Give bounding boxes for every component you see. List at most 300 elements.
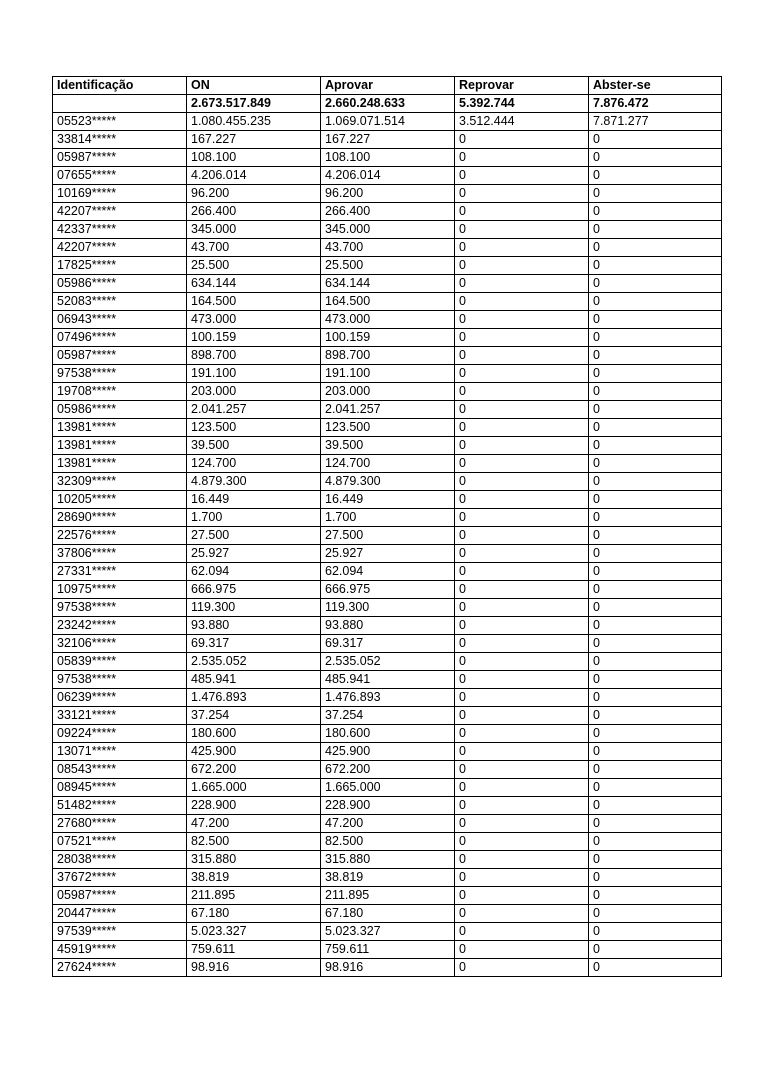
table-row [53, 203, 722, 221]
cell-on: 124.700 [187, 455, 321, 473]
table-row [53, 419, 722, 437]
cell-abster-se: 0 [589, 815, 722, 833]
cell-on: 228.900 [187, 797, 321, 815]
cell-reprovar: 0 [455, 149, 589, 167]
cell-on: 191.100 [187, 365, 321, 383]
cell-abster-se: 0 [589, 653, 722, 671]
cell-abster-se: 0 [589, 401, 722, 419]
cell-on: 16.449 [187, 491, 321, 509]
cell-on: 167.227 [187, 131, 321, 149]
cell-identificacao: 42207***** [53, 203, 187, 221]
cell-on: 4.206.014 [187, 167, 321, 185]
cell-aprovar: 123.500 [321, 419, 455, 437]
cell-on: 1.700 [187, 509, 321, 527]
cell-on: 1.665.000 [187, 779, 321, 797]
cell-reprovar: 0 [455, 257, 589, 275]
cell-on: 39.500 [187, 437, 321, 455]
table-row [53, 401, 722, 419]
cell-aprovar: 180.600 [321, 725, 455, 743]
cell-identificacao: 13981***** [53, 455, 187, 473]
cell-aprovar: 898.700 [321, 347, 455, 365]
cell-aprovar: 425.900 [321, 743, 455, 761]
cell-identificacao: 13071***** [53, 743, 187, 761]
cell-identificacao: 08543***** [53, 761, 187, 779]
table-row [53, 545, 722, 563]
cell-abster-se: 0 [589, 905, 722, 923]
cell-identificacao: 10205***** [53, 491, 187, 509]
cell-on: 425.900 [187, 743, 321, 761]
cell-identificacao: 32309***** [53, 473, 187, 491]
cell-aprovar: 666.975 [321, 581, 455, 599]
cell-on: 100.159 [187, 329, 321, 347]
table-row [53, 185, 722, 203]
cell-on: 67.180 [187, 905, 321, 923]
cell-reprovar: 0 [455, 671, 589, 689]
cell-aprovar: 1.069.071.514 [321, 113, 455, 131]
cell-on: 108.100 [187, 149, 321, 167]
cell-aprovar: 38.819 [321, 869, 455, 887]
cell-on: 203.000 [187, 383, 321, 401]
cell-aprovar: 27.500 [321, 527, 455, 545]
cell-abster-se: 0 [589, 383, 722, 401]
cell-aprovar: 16.449 [321, 491, 455, 509]
table-row [53, 455, 722, 473]
cell-reprovar: 0 [455, 761, 589, 779]
cell-reprovar: 0 [455, 653, 589, 671]
cell-aprovar: 672.200 [321, 761, 455, 779]
cell-on: 37.254 [187, 707, 321, 725]
cell-reprovar: 0 [455, 581, 589, 599]
cell-aprovar: 93.880 [321, 617, 455, 635]
cell-abster-se: 0 [589, 293, 722, 311]
cell-identificacao: 05986***** [53, 401, 187, 419]
cell-reprovar: 0 [455, 905, 589, 923]
table-row [53, 239, 722, 257]
table-row [53, 509, 722, 527]
table-row [53, 311, 722, 329]
cell-reprovar: 3.512.444 [455, 113, 589, 131]
cell-abster-se: 0 [589, 797, 722, 815]
cell-reprovar: 0 [455, 329, 589, 347]
cell-identificacao: 05839***** [53, 653, 187, 671]
cell-reprovar: 0 [455, 815, 589, 833]
cell-on: 672.200 [187, 761, 321, 779]
cell-aprovar: 4.879.300 [321, 473, 455, 491]
cell-abster-se: 0 [589, 311, 722, 329]
cell-abster-se: 0 [589, 779, 722, 797]
table-row [53, 851, 722, 869]
cell-reprovar: 0 [455, 437, 589, 455]
cell-on: 119.300 [187, 599, 321, 617]
cell-aprovar: 5.023.327 [321, 923, 455, 941]
cell-identificacao: 07521***** [53, 833, 187, 851]
cell-on: 2.535.052 [187, 653, 321, 671]
cell-abster-se: 0 [589, 509, 722, 527]
cell-reprovar: 0 [455, 797, 589, 815]
cell-identificacao: 20447***** [53, 905, 187, 923]
cell-aprovar: 119.300 [321, 599, 455, 617]
cell-identificacao: 05987***** [53, 347, 187, 365]
totals-aprovar: 2.660.248.633 [321, 95, 455, 113]
cell-abster-se: 0 [589, 221, 722, 239]
cell-aprovar: 266.400 [321, 203, 455, 221]
cell-abster-se: 0 [589, 527, 722, 545]
cell-on: 98.916 [187, 959, 321, 977]
cell-reprovar: 0 [455, 779, 589, 797]
cell-on: 666.975 [187, 581, 321, 599]
cell-reprovar: 0 [455, 617, 589, 635]
table-row [53, 383, 722, 401]
header-reprovar: Reprovar [455, 77, 589, 95]
cell-reprovar: 0 [455, 887, 589, 905]
cell-identificacao: 97539***** [53, 923, 187, 941]
cell-identificacao: 97538***** [53, 365, 187, 383]
cell-aprovar: 759.611 [321, 941, 455, 959]
cell-abster-se: 0 [589, 599, 722, 617]
table-row [53, 221, 722, 239]
cell-abster-se: 0 [589, 185, 722, 203]
cell-reprovar: 0 [455, 923, 589, 941]
cell-aprovar: 69.317 [321, 635, 455, 653]
header-row [53, 77, 722, 95]
cell-aprovar: 43.700 [321, 239, 455, 257]
table-row [53, 275, 722, 293]
cell-abster-se: 0 [589, 671, 722, 689]
cell-reprovar: 0 [455, 509, 589, 527]
cell-abster-se: 0 [589, 959, 722, 977]
cell-identificacao: 42337***** [53, 221, 187, 239]
cell-reprovar: 0 [455, 347, 589, 365]
cell-abster-se: 0 [589, 851, 722, 869]
cell-aprovar: 2.535.052 [321, 653, 455, 671]
cell-on: 759.611 [187, 941, 321, 959]
cell-abster-se: 0 [589, 167, 722, 185]
table-row [53, 671, 722, 689]
table-row [53, 293, 722, 311]
cell-reprovar: 0 [455, 131, 589, 149]
cell-abster-se: 0 [589, 689, 722, 707]
cell-on: 43.700 [187, 239, 321, 257]
cell-aprovar: 4.206.014 [321, 167, 455, 185]
table-row [53, 635, 722, 653]
cell-reprovar: 0 [455, 851, 589, 869]
cell-identificacao: 27331***** [53, 563, 187, 581]
cell-identificacao: 45919***** [53, 941, 187, 959]
cell-aprovar: 315.880 [321, 851, 455, 869]
cell-identificacao: 07496***** [53, 329, 187, 347]
cell-abster-se: 0 [589, 887, 722, 905]
cell-identificacao: 10169***** [53, 185, 187, 203]
cell-aprovar: 67.180 [321, 905, 455, 923]
cell-aprovar: 211.895 [321, 887, 455, 905]
table-row [53, 815, 722, 833]
table-row [53, 329, 722, 347]
cell-aprovar: 37.254 [321, 707, 455, 725]
cell-abster-se: 0 [589, 869, 722, 887]
header-identificacao: Identificação [53, 77, 187, 95]
cell-reprovar: 0 [455, 545, 589, 563]
cell-on: 25.927 [187, 545, 321, 563]
cell-abster-se: 0 [589, 365, 722, 383]
cell-aprovar: 1.476.893 [321, 689, 455, 707]
cell-identificacao: 42207***** [53, 239, 187, 257]
table-row [53, 923, 722, 941]
cell-on: 82.500 [187, 833, 321, 851]
cell-reprovar: 0 [455, 185, 589, 203]
cell-identificacao: 13981***** [53, 437, 187, 455]
cell-reprovar: 0 [455, 311, 589, 329]
cell-abster-se: 0 [589, 707, 722, 725]
cell-reprovar: 0 [455, 293, 589, 311]
cell-identificacao: 05987***** [53, 149, 187, 167]
cell-reprovar: 0 [455, 707, 589, 725]
cell-abster-se: 0 [589, 257, 722, 275]
cell-reprovar: 0 [455, 221, 589, 239]
cell-identificacao: 19708***** [53, 383, 187, 401]
cell-identificacao: 27680***** [53, 815, 187, 833]
cell-on: 96.200 [187, 185, 321, 203]
cell-reprovar: 0 [455, 383, 589, 401]
cell-reprovar: 0 [455, 527, 589, 545]
cell-identificacao: 17825***** [53, 257, 187, 275]
cell-identificacao: 05986***** [53, 275, 187, 293]
header-aprovar: Aprovar [321, 77, 455, 95]
cell-aprovar: 164.500 [321, 293, 455, 311]
cell-aprovar: 62.094 [321, 563, 455, 581]
table-row [53, 527, 722, 545]
cell-on: 93.880 [187, 617, 321, 635]
cell-aprovar: 1.665.000 [321, 779, 455, 797]
vote-table [52, 76, 722, 977]
cell-aprovar: 167.227 [321, 131, 455, 149]
totals-abster-se: 7.876.472 [589, 95, 722, 113]
table-row [53, 167, 722, 185]
table-row [53, 257, 722, 275]
cell-abster-se: 0 [589, 203, 722, 221]
table-row [53, 491, 722, 509]
cell-on: 2.041.257 [187, 401, 321, 419]
cell-aprovar: 98.916 [321, 959, 455, 977]
cell-aprovar: 82.500 [321, 833, 455, 851]
cell-abster-se: 0 [589, 563, 722, 581]
cell-abster-se: 0 [589, 491, 722, 509]
table-row [53, 797, 722, 815]
cell-abster-se: 0 [589, 617, 722, 635]
cell-identificacao: 27624***** [53, 959, 187, 977]
cell-identificacao: 13981***** [53, 419, 187, 437]
cell-identificacao: 07655***** [53, 167, 187, 185]
table-row [53, 725, 722, 743]
cell-aprovar: 25.927 [321, 545, 455, 563]
cell-on: 211.895 [187, 887, 321, 905]
cell-abster-se: 0 [589, 635, 722, 653]
cell-aprovar: 96.200 [321, 185, 455, 203]
cell-reprovar: 0 [455, 473, 589, 491]
cell-on: 1.080.455.235 [187, 113, 321, 131]
table-row [53, 347, 722, 365]
cell-reprovar: 0 [455, 275, 589, 293]
cell-on: 164.500 [187, 293, 321, 311]
totals-reprovar: 5.392.744 [455, 95, 589, 113]
cell-reprovar: 0 [455, 455, 589, 473]
cell-on: 315.880 [187, 851, 321, 869]
cell-identificacao: 33121***** [53, 707, 187, 725]
cell-on: 1.476.893 [187, 689, 321, 707]
cell-aprovar: 473.000 [321, 311, 455, 329]
cell-reprovar: 0 [455, 689, 589, 707]
cell-aprovar: 2.041.257 [321, 401, 455, 419]
cell-abster-se: 0 [589, 131, 722, 149]
table-row [53, 617, 722, 635]
cell-reprovar: 0 [455, 833, 589, 851]
cell-abster-se: 0 [589, 743, 722, 761]
cell-identificacao: 10975***** [53, 581, 187, 599]
cell-aprovar: 228.900 [321, 797, 455, 815]
cell-identificacao: 97538***** [53, 671, 187, 689]
table-row [53, 689, 722, 707]
table-row [53, 869, 722, 887]
cell-identificacao: 22576***** [53, 527, 187, 545]
cell-identificacao: 51482***** [53, 797, 187, 815]
cell-on: 485.941 [187, 671, 321, 689]
table-row [53, 149, 722, 167]
cell-abster-se: 0 [589, 275, 722, 293]
cell-aprovar: 1.700 [321, 509, 455, 527]
table-body [53, 95, 722, 977]
totals-identificacao [53, 95, 187, 113]
cell-reprovar: 0 [455, 743, 589, 761]
cell-identificacao: 08945***** [53, 779, 187, 797]
cell-identificacao: 37806***** [53, 545, 187, 563]
table-row [53, 365, 722, 383]
cell-abster-se: 7.871.277 [589, 113, 722, 131]
cell-aprovar: 108.100 [321, 149, 455, 167]
cell-reprovar: 0 [455, 419, 589, 437]
cell-reprovar: 0 [455, 725, 589, 743]
table-row [53, 761, 722, 779]
cell-reprovar: 0 [455, 401, 589, 419]
cell-identificacao: 37672***** [53, 869, 187, 887]
cell-aprovar: 345.000 [321, 221, 455, 239]
cell-aprovar: 485.941 [321, 671, 455, 689]
cell-on: 634.144 [187, 275, 321, 293]
cell-on: 266.400 [187, 203, 321, 221]
cell-aprovar: 634.144 [321, 275, 455, 293]
cell-on: 345.000 [187, 221, 321, 239]
header-on: ON [187, 77, 321, 95]
table-row [53, 563, 722, 581]
cell-reprovar: 0 [455, 941, 589, 959]
cell-abster-se: 0 [589, 419, 722, 437]
cell-reprovar: 0 [455, 203, 589, 221]
totals-row [53, 95, 722, 113]
cell-on: 123.500 [187, 419, 321, 437]
cell-on: 4.879.300 [187, 473, 321, 491]
cell-on: 25.500 [187, 257, 321, 275]
table-row [53, 779, 722, 797]
cell-identificacao: 28038***** [53, 851, 187, 869]
cell-aprovar: 47.200 [321, 815, 455, 833]
cell-abster-se: 0 [589, 437, 722, 455]
cell-abster-se: 0 [589, 941, 722, 959]
cell-identificacao: 05523***** [53, 113, 187, 131]
cell-on: 5.023.327 [187, 923, 321, 941]
cell-identificacao: 52083***** [53, 293, 187, 311]
cell-aprovar: 124.700 [321, 455, 455, 473]
cell-abster-se: 0 [589, 347, 722, 365]
cell-reprovar: 0 [455, 239, 589, 257]
table-row [53, 743, 722, 761]
cell-identificacao: 09224***** [53, 725, 187, 743]
cell-identificacao: 28690***** [53, 509, 187, 527]
table-row [53, 653, 722, 671]
cell-on: 27.500 [187, 527, 321, 545]
cell-abster-se: 0 [589, 581, 722, 599]
cell-on: 180.600 [187, 725, 321, 743]
cell-on: 47.200 [187, 815, 321, 833]
cell-abster-se: 0 [589, 761, 722, 779]
cell-reprovar: 0 [455, 869, 589, 887]
cell-reprovar: 0 [455, 563, 589, 581]
cell-aprovar: 203.000 [321, 383, 455, 401]
cell-identificacao: 06239***** [53, 689, 187, 707]
cell-aprovar: 25.500 [321, 257, 455, 275]
table-row [53, 599, 722, 617]
cell-on: 69.317 [187, 635, 321, 653]
cell-abster-se: 0 [589, 329, 722, 347]
table-row [53, 113, 722, 131]
cell-reprovar: 0 [455, 635, 589, 653]
table-row [53, 833, 722, 851]
table-row [53, 131, 722, 149]
cell-abster-se: 0 [589, 149, 722, 167]
cell-abster-se: 0 [589, 923, 722, 941]
table-row [53, 959, 722, 977]
cell-identificacao: 32106***** [53, 635, 187, 653]
cell-identificacao: 05987***** [53, 887, 187, 905]
table-row [53, 473, 722, 491]
table-row [53, 437, 722, 455]
table-row [53, 941, 722, 959]
table-row [53, 905, 722, 923]
cell-identificacao: 23242***** [53, 617, 187, 635]
cell-identificacao: 06943***** [53, 311, 187, 329]
cell-abster-se: 0 [589, 545, 722, 563]
cell-reprovar: 0 [455, 167, 589, 185]
cell-abster-se: 0 [589, 239, 722, 257]
cell-aprovar: 100.159 [321, 329, 455, 347]
cell-on: 898.700 [187, 347, 321, 365]
cell-on: 62.094 [187, 563, 321, 581]
cell-on: 473.000 [187, 311, 321, 329]
cell-identificacao: 97538***** [53, 599, 187, 617]
cell-reprovar: 0 [455, 599, 589, 617]
cell-reprovar: 0 [455, 491, 589, 509]
cell-identificacao: 33814***** [53, 131, 187, 149]
header-abster-se: Abster-se [589, 77, 722, 95]
cell-aprovar: 39.500 [321, 437, 455, 455]
cell-abster-se: 0 [589, 455, 722, 473]
cell-abster-se: 0 [589, 473, 722, 491]
cell-aprovar: 191.100 [321, 365, 455, 383]
totals-on: 2.673.517.849 [187, 95, 321, 113]
table-row [53, 707, 722, 725]
table-row [53, 887, 722, 905]
cell-abster-se: 0 [589, 833, 722, 851]
cell-abster-se: 0 [589, 725, 722, 743]
cell-reprovar: 0 [455, 365, 589, 383]
cell-reprovar: 0 [455, 959, 589, 977]
